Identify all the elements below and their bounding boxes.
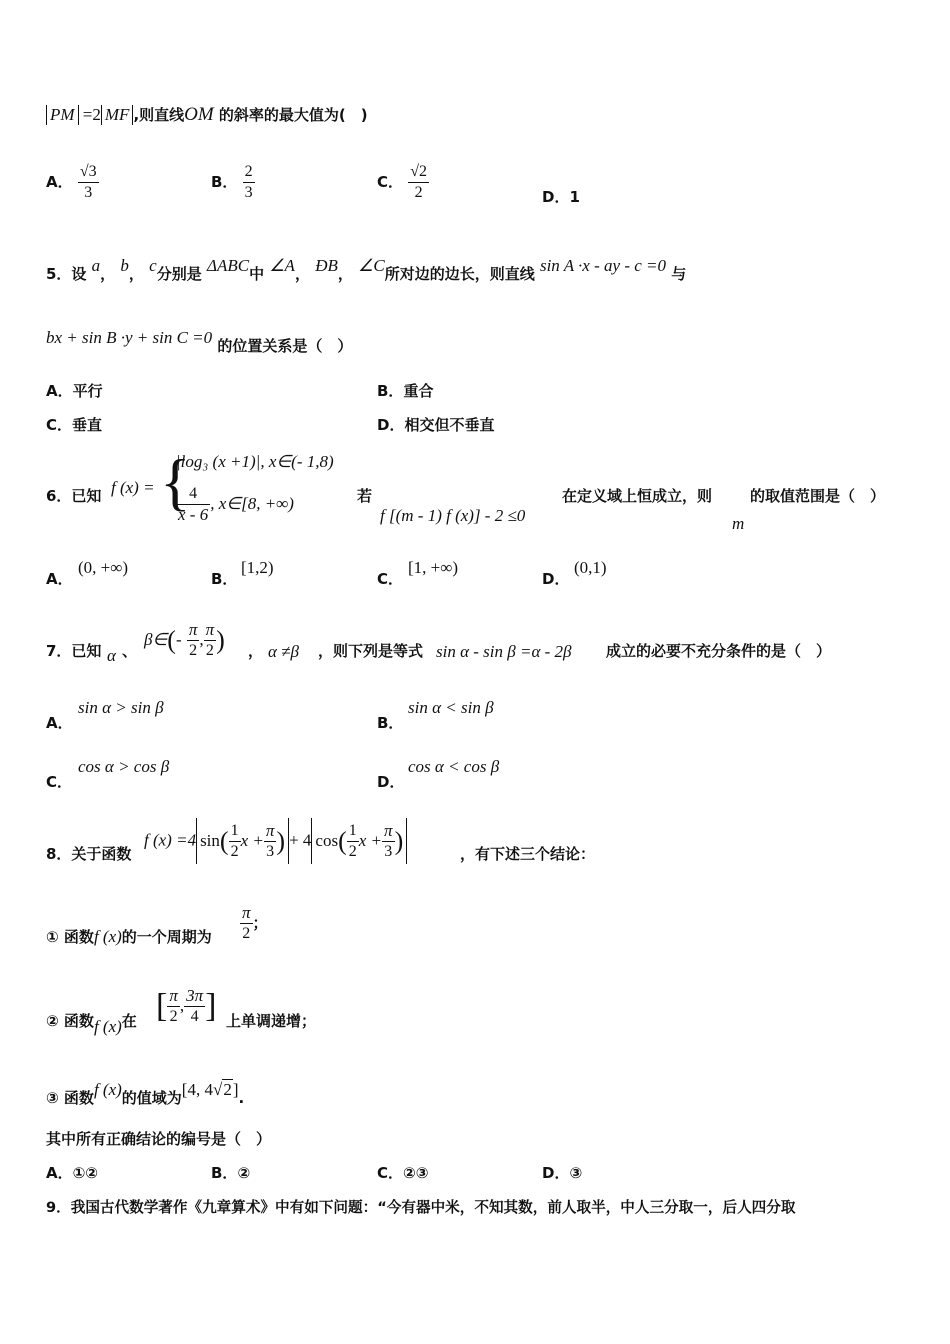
q4-option-b[interactable]: B． $\frac{2}{3}$ (211, 163, 253, 201)
pm-abs: PM (46, 105, 79, 125)
q7-interval: β∈(- $\frac{\pi}{2}$ , $\frac{\pi}{2}$ ) (144, 620, 225, 659)
q4-option-c[interactable]: C． $\frac{√2}{2}$ (377, 163, 428, 201)
q7-equation: sin α - sin β =α - 2β (436, 642, 572, 661)
q4-condition: PM =2 MF ,则直线OM 的斜率的最大值为( ) (46, 104, 368, 126)
q5-option-b[interactable]: B．重合 (377, 382, 434, 400)
q7-dun: 、 (122, 642, 138, 660)
q7-alpha: α (107, 646, 116, 665)
q6-fx: f (x) = (111, 478, 155, 497)
q5-stem: 5．设 a， b， c分别是 ΔABC中 ∠A， ÐB， ∠C所对边的边长，则直线 sin A ·x - ay - c =0 与 (46, 256, 687, 283)
q4-option-d[interactable]: D．1 (542, 188, 580, 206)
q8-option-b[interactable]: B．② (211, 1164, 251, 1182)
q6-ruo: 若 (357, 487, 373, 505)
q7-option-c-label[interactable]: C． (46, 773, 73, 791)
q8-conclusion-3: ③ 函数f (x)的值域为[4, 4√2]. (46, 1080, 245, 1107)
q5-option-a[interactable]: A．平行 (46, 382, 103, 400)
q8-question: 其中所有正确结论的编号是（ ） (46, 1130, 272, 1148)
q5-stem-cont: bx + sin B ·y + sin C =0 的位置关系是（ ） (46, 328, 353, 355)
q6-option-b-label[interactable]: B． (211, 570, 238, 588)
q6-option-a[interactable]: (0, +∞) (78, 558, 129, 577)
q7-t2: ，则下列是等式 (318, 642, 424, 660)
q8-t1: ，有下述三个结论： (460, 845, 596, 863)
q6-case1: |log₃ (x +1)|, x∈(- 1,8) (176, 452, 334, 471)
q8-function: f (x) =4 sin( $\frac{1}{2}$ x + $\frac{\pi}{3}$ ) + 4 cos( $\frac{1}{2}$ x + $\frac{\pi}{3}$ ) (144, 818, 407, 864)
q6-option-a-label[interactable]: A． (46, 570, 73, 588)
q6-option-d[interactable]: (0,1) (574, 558, 607, 577)
q8-number: 8．关于函数 (46, 845, 132, 863)
q7-neq: α ≠β (268, 642, 299, 661)
q6-number: 6．已知 (46, 487, 102, 505)
q7-option-c[interactable]: cos α > cos β (78, 757, 170, 776)
q8-period: $\frac{\pi}{2}$ ； (242, 903, 268, 942)
q6-t2: 的取值范围是（ ） (750, 487, 886, 505)
q6-option-d-label[interactable]: D． (542, 570, 570, 588)
q6-m: m (732, 514, 745, 533)
q8-option-c[interactable]: C．②③ (377, 1164, 429, 1182)
q9-stem: 9．我国古代数学著作《九章算术》中有如下问题：“今有器中米，不知其数，前人取半，中人三分取一，后人四分取 (46, 1199, 796, 1216)
q7-option-a[interactable]: sin α > sin β (78, 698, 164, 717)
q6-case2: $\frac{4}{x - 6}$ , x∈[8, +∞) (178, 485, 294, 524)
q5-option-d[interactable]: D．相交但不垂直 (377, 416, 495, 434)
q7-t1: ， (248, 642, 264, 660)
q7-option-b-label[interactable]: B． (377, 714, 404, 732)
q6-t1: 在定义域上恒成立，则 (562, 487, 713, 505)
q7-number: 7．已知 (46, 642, 102, 660)
q7-option-d[interactable]: cos α < cos β (408, 757, 500, 776)
q8-c2-end: 上单调递增； (226, 1012, 317, 1030)
q7-option-a-label[interactable]: A． (46, 714, 73, 732)
q6-option-b[interactable]: [1,2) (241, 558, 274, 577)
q7-option-b[interactable]: sin α < sin β (408, 698, 494, 717)
q5-option-c[interactable]: C．垂直 (46, 416, 103, 434)
q8-option-d[interactable]: D．③ (542, 1164, 583, 1182)
q8-conclusion-1: ① 函数f (x)的一个周期为 (46, 927, 212, 946)
q8-interval: [ $\frac{\pi}{2}$ , $\frac{3\pi}{4}$ ] (156, 986, 217, 1025)
q6-option-c-label[interactable]: C． (377, 570, 404, 588)
piecewise-brace: { (160, 446, 191, 517)
q6-option-c[interactable]: [1, +∞) (408, 558, 459, 577)
q8-option-a[interactable]: A．①② (46, 1164, 99, 1182)
q7-t3: 成立的必要不充分条件的是（ ） (606, 642, 832, 660)
q8-conclusion-2: ② 函数f (x)在 (46, 1012, 137, 1036)
q6-inequality: f [(m - 1) f (x)] - 2 ≤0 (380, 506, 526, 525)
q4-option-a[interactable]: A． $\frac{√3}{3}$ (46, 163, 97, 201)
mf-abs: MF (101, 105, 134, 125)
q7-option-d-label[interactable]: D． (377, 773, 405, 791)
